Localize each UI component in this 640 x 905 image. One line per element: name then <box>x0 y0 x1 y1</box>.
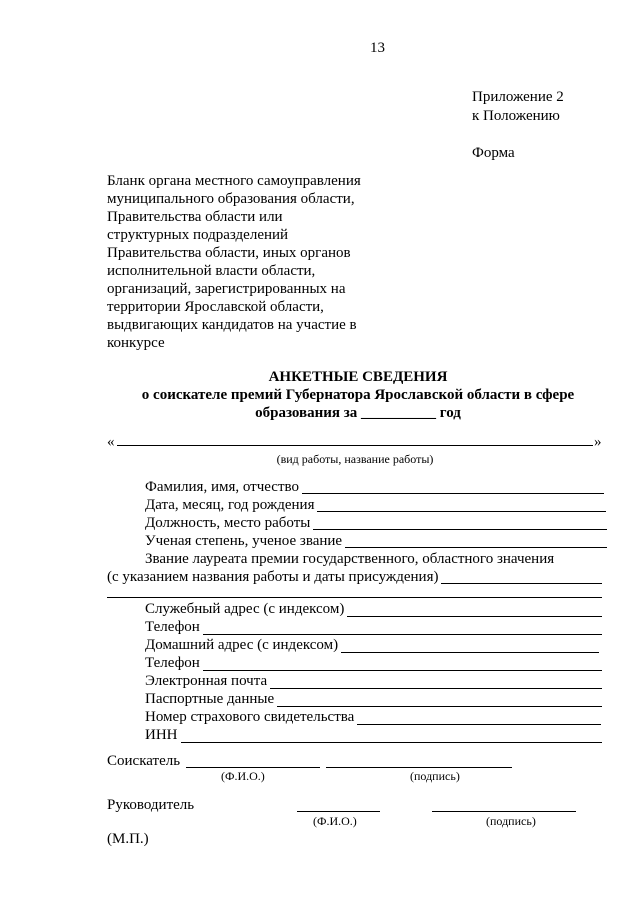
applicant-fio-blank[interactable] <box>186 767 320 768</box>
work-caption: (вид работы, название работы) <box>276 452 434 466</box>
applicant-fio-caption: (Ф.И.О.) <box>221 769 265 783</box>
laureate-line-1: Звание лауреата премии государственного, областного значения <box>145 551 555 567</box>
field-label-work-phone: Телефон <box>145 618 203 636</box>
form-title: АНКЕТНЫЕ СВЕДЕНИЯ <box>268 369 448 385</box>
field-label-full-name: Фамилия, имя, отчество <box>145 478 302 496</box>
field-blank[interactable] <box>145 634 602 635</box>
head-signature-blank[interactable] <box>432 811 576 812</box>
stamp-mark: (М.П.) <box>107 831 149 847</box>
laureate-line-2: (с указанием названия работы и даты присуждения) <box>107 568 441 586</box>
laureate-blank-extra[interactable] <box>107 597 602 598</box>
sender-line: структурных подразделений <box>107 227 289 243</box>
sender-block <box>107 172 377 352</box>
open-quote: « <box>107 434 115 450</box>
sender-line: Бланк органа местного самоуправления <box>107 173 361 189</box>
applicant-label: Соискатель <box>107 753 181 769</box>
sender-line: исполнительной власти области, <box>107 263 316 279</box>
field-label-degree: Ученая степень, ученое звание <box>145 532 345 550</box>
form-subtitle-line-1: о соискателе премий Губернатора Ярославской области в сфере <box>141 387 575 403</box>
field-label-work-address: Служебный адрес (с индексом) <box>145 600 347 618</box>
appendix-line-1: Приложение 2 <box>472 89 564 105</box>
sender-line: организаций, зарегистрированных на <box>107 281 346 297</box>
sender-line: конкурсе <box>107 335 165 351</box>
field-label-birth-date: Дата, месяц, год рождения <box>145 496 317 514</box>
field-label-inn: ИНН <box>145 726 181 744</box>
form-subtitle-line-2: образования за __________ год <box>255 405 461 421</box>
field-label-email: Электронная почта <box>145 672 270 690</box>
sender-line: Правительства области, иных органов <box>107 245 351 261</box>
sender-line: Правительства области или <box>107 209 283 225</box>
sender-line: выдвигающих кандидатов на участие в <box>107 317 357 333</box>
head-fio-blank[interactable] <box>297 811 380 812</box>
field-label-home-address: Домашний адрес (с индексом) <box>145 636 341 654</box>
appendix-line-2: к Положению <box>472 108 560 124</box>
page-number: 13 <box>370 40 385 56</box>
applicant-signature-blank[interactable] <box>326 767 512 768</box>
field-blank[interactable] <box>145 742 602 743</box>
work-title-blank[interactable] <box>117 445 593 446</box>
sender-line: муниципального образования области, <box>107 191 355 207</box>
field-label-position: Должность, место работы <box>145 514 313 532</box>
field-label-passport: Паспортные данные <box>145 690 277 708</box>
head-fio-caption: (Ф.И.О.) <box>313 814 357 828</box>
applicant-signature-caption: (подпись) <box>410 769 460 783</box>
head-signature-caption: (подпись) <box>486 814 536 828</box>
field-blank[interactable] <box>145 670 602 671</box>
field-label-home-phone: Телефон <box>145 654 203 672</box>
head-label: Руководитель <box>107 797 195 813</box>
sender-line: территории Ярославской области, <box>107 299 324 315</box>
field-label-insurance: Номер страхового свидетельства <box>145 708 357 726</box>
close-quote: » <box>594 434 602 450</box>
form-label: Форма <box>472 145 515 161</box>
